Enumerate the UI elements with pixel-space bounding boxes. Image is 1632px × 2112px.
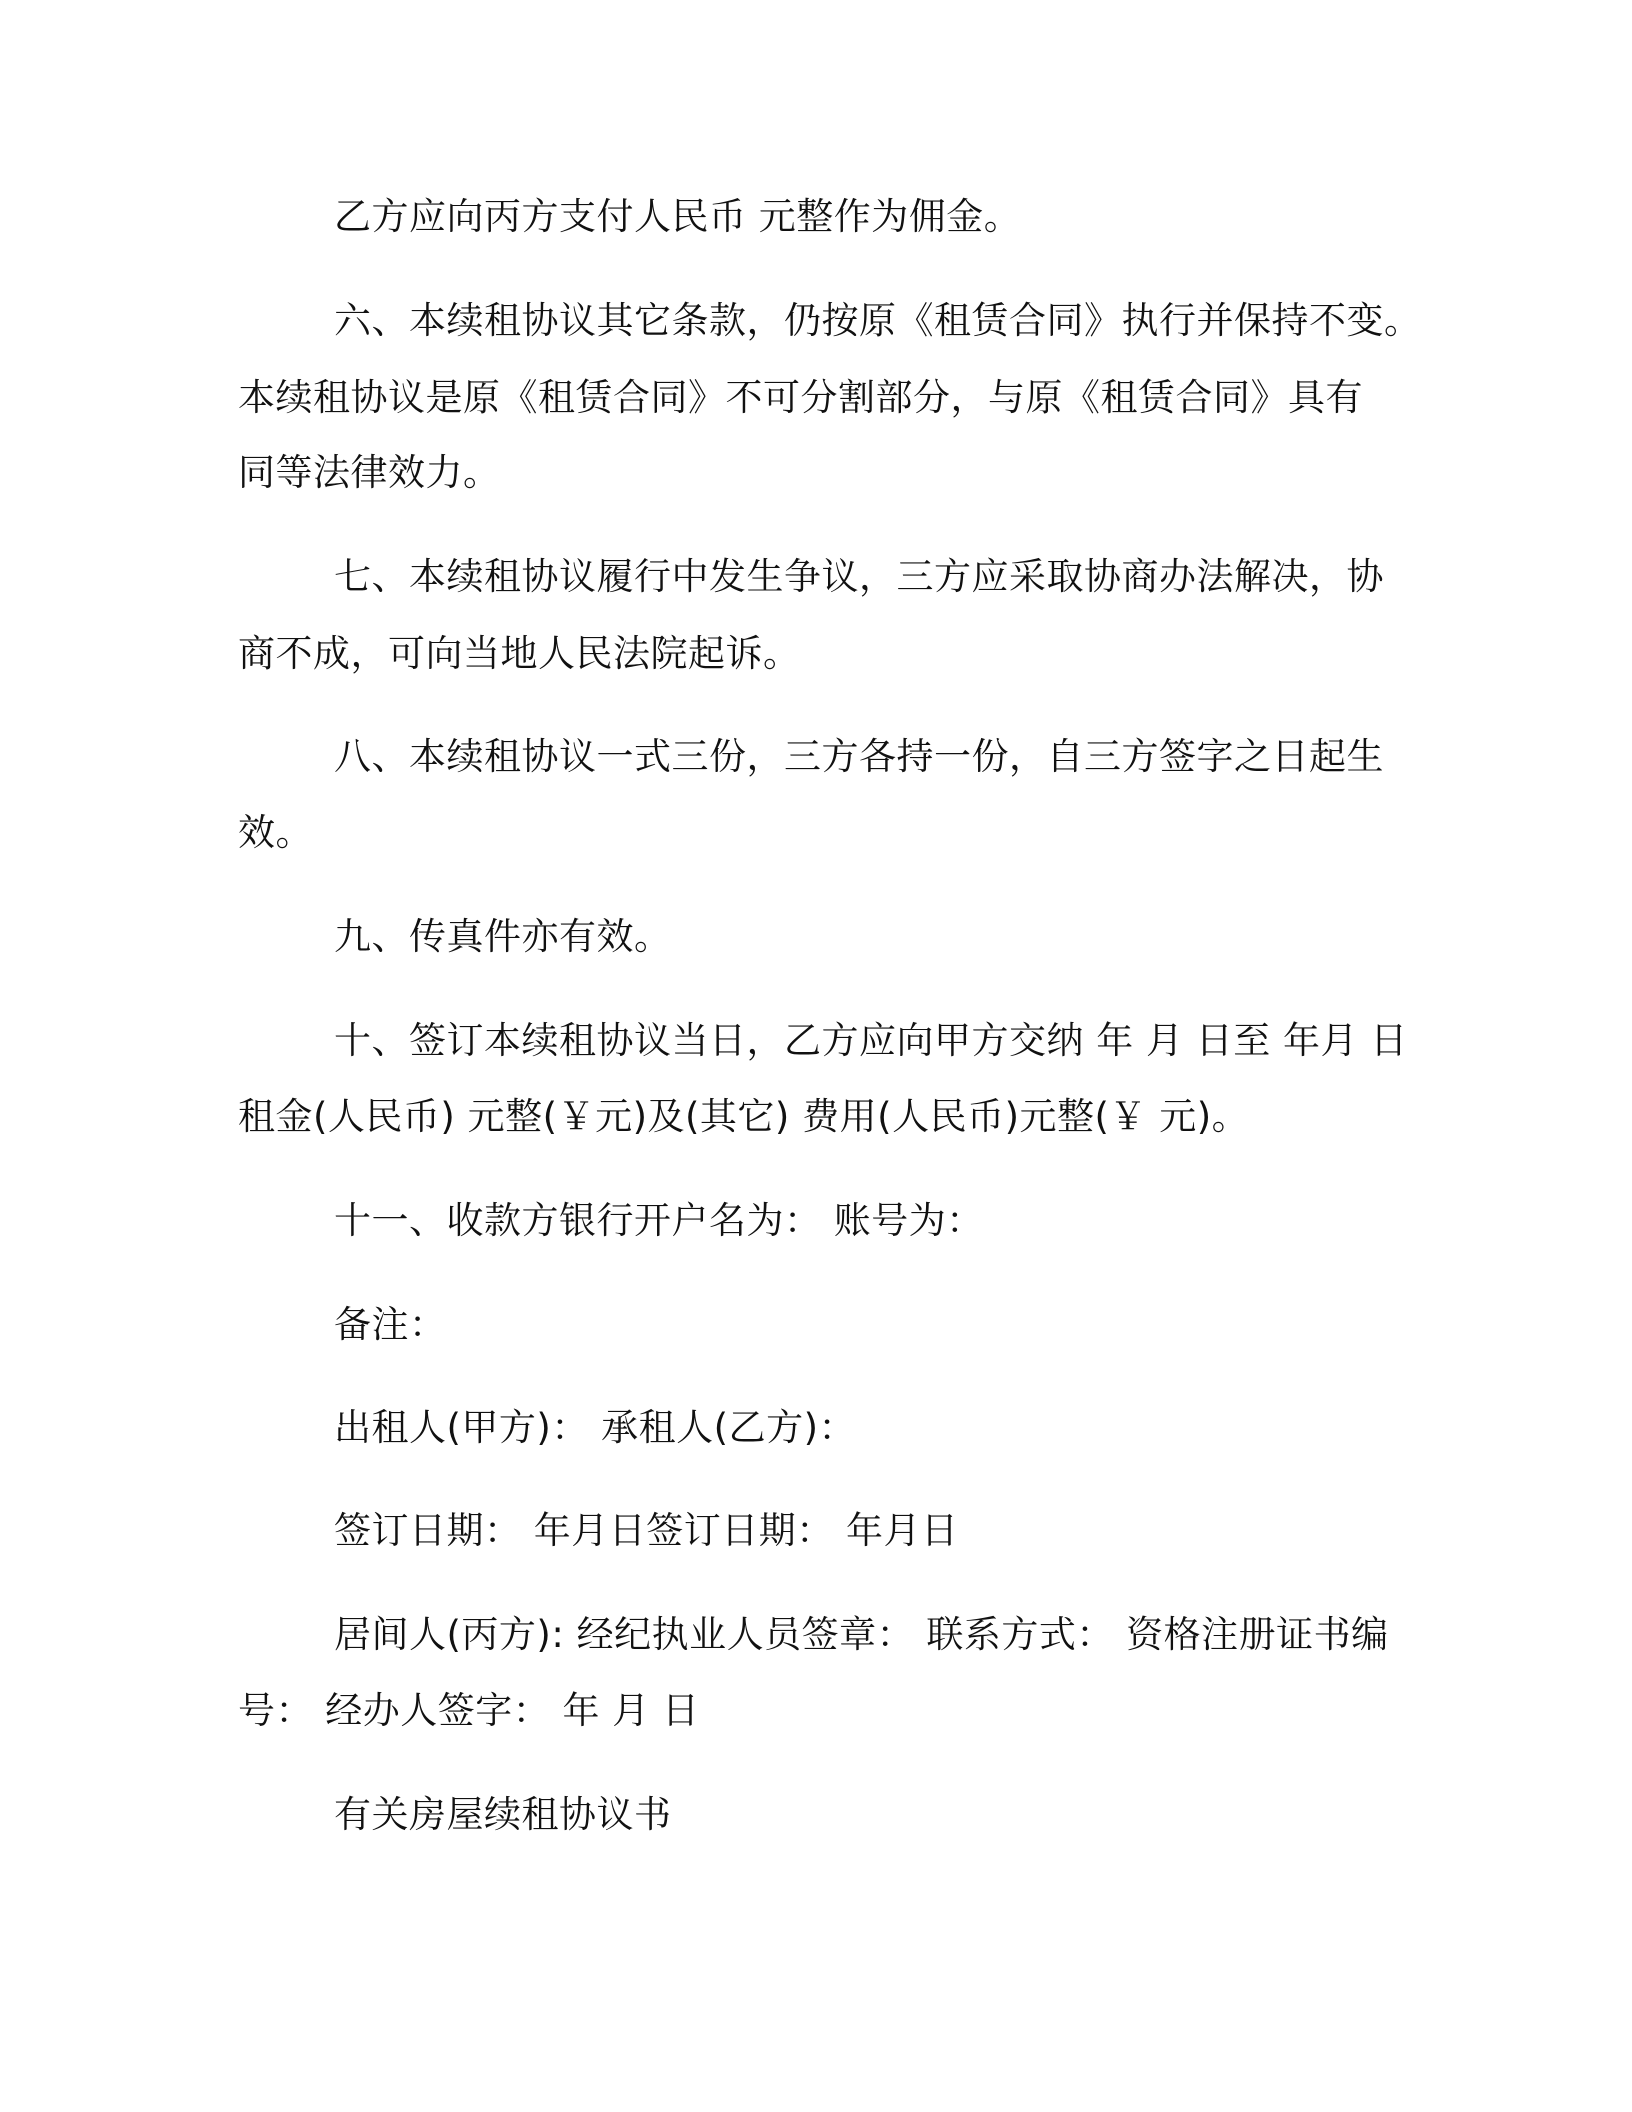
clause-7-line-2: 商不成，可向当地人民法院起诉。 [238,632,801,675]
clause-9: 九、传真件亦有效。 [334,915,672,958]
clause-7-line-1: 七、本续租协议履行中发生争议，三方应采取协商办法解决，协 [334,555,1384,598]
commission-clause: 乙方应向丙方支付人民币 元整作为佣金。 [334,195,1022,238]
intermediary-line-1: 居间人(丙方): 经纪执业人员签章： 联系方式： 资格注册证书编 [334,1613,1389,1656]
intermediary-line-2: 号： 经办人签字： 年 月 日 [238,1689,700,1732]
next-document-title: 有关房屋续租协议书 [334,1793,672,1836]
clause-6-line-3: 同等法律效力。 [238,451,501,494]
signing-dates: 签订日期： 年月日签订日期： 年月日 [334,1509,959,1552]
clause-6-line-1: 六、本续租协议其它条款，仍按原《租赁合同》执行并保持不变。 [334,299,1422,342]
clause-8-line-2: 效。 [238,811,313,854]
clause-8-line-1: 八、本续租协议一式三份，三方各持一份，自三方签字之日起生 [334,735,1384,778]
clause-10-line-2: 租金(人民币) 元整(￥元)及(其它) 费用(人民币)元整(￥ 元)。 [238,1095,1250,1138]
lessor-lessee-signatures: 出租人(甲方)： 承租人(乙方)： [334,1406,857,1449]
clause-6-line-2: 本续租协议是原《租赁合同》不可分割部分，与原《租赁合同》具有 [238,376,1363,419]
remarks: 备注： [334,1303,447,1346]
clause-11: 十一、收款方银行开户名为： 账号为： [334,1199,984,1242]
clause-10-line-1: 十、签订本续租协议当日，乙方应向甲方交纳 年 月 日至 年月 日 [334,1019,1408,1062]
